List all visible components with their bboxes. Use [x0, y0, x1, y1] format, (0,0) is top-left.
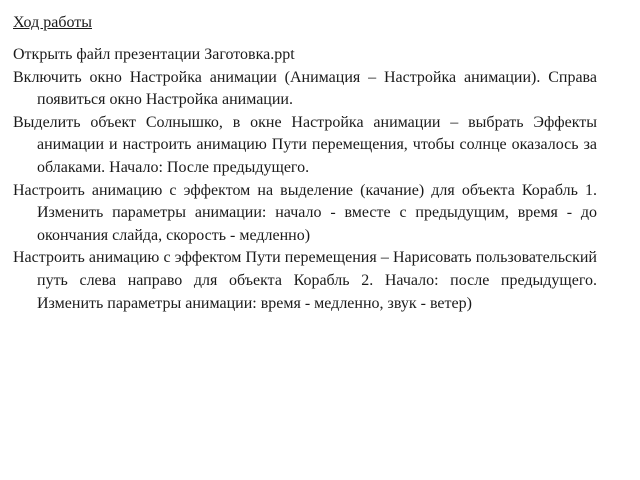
step-2: Включить окно Настройка анимации (Анимация – Настройка анимации). Справа появиться окно Настройка анимации.: [13, 68, 597, 109]
page-title: Ход работы: [13, 14, 92, 31]
step-3: Выделить объект Солнышко, в окне Настройка анимации – выбрать Эффекты анимации и настроить анимацию Пути перемещения, чтобы солнце оказалось за облаками. Начало: После предыдущего.: [13, 113, 597, 176]
step-5: Настроить анимацию с эффектом Пути перемещения – Нарисовать пользовательский путь слева направо для объекта Корабль 2. Начало: после предыдущего. Изменить параметры анимации: время - медленно, звук - ветер): [13, 249, 597, 312]
step-4: Настроить анимацию с эффектом на выделение (качание) для объекта Корабль 1. Изменить параметры анимации: начало - вместе с предыдущим, время - до окончания слайда, скорость - медленно): [13, 181, 597, 244]
step-1: Открыть файл презентации Заготовка.ppt: [13, 46, 295, 63]
document-body: [13, 12, 597, 315]
